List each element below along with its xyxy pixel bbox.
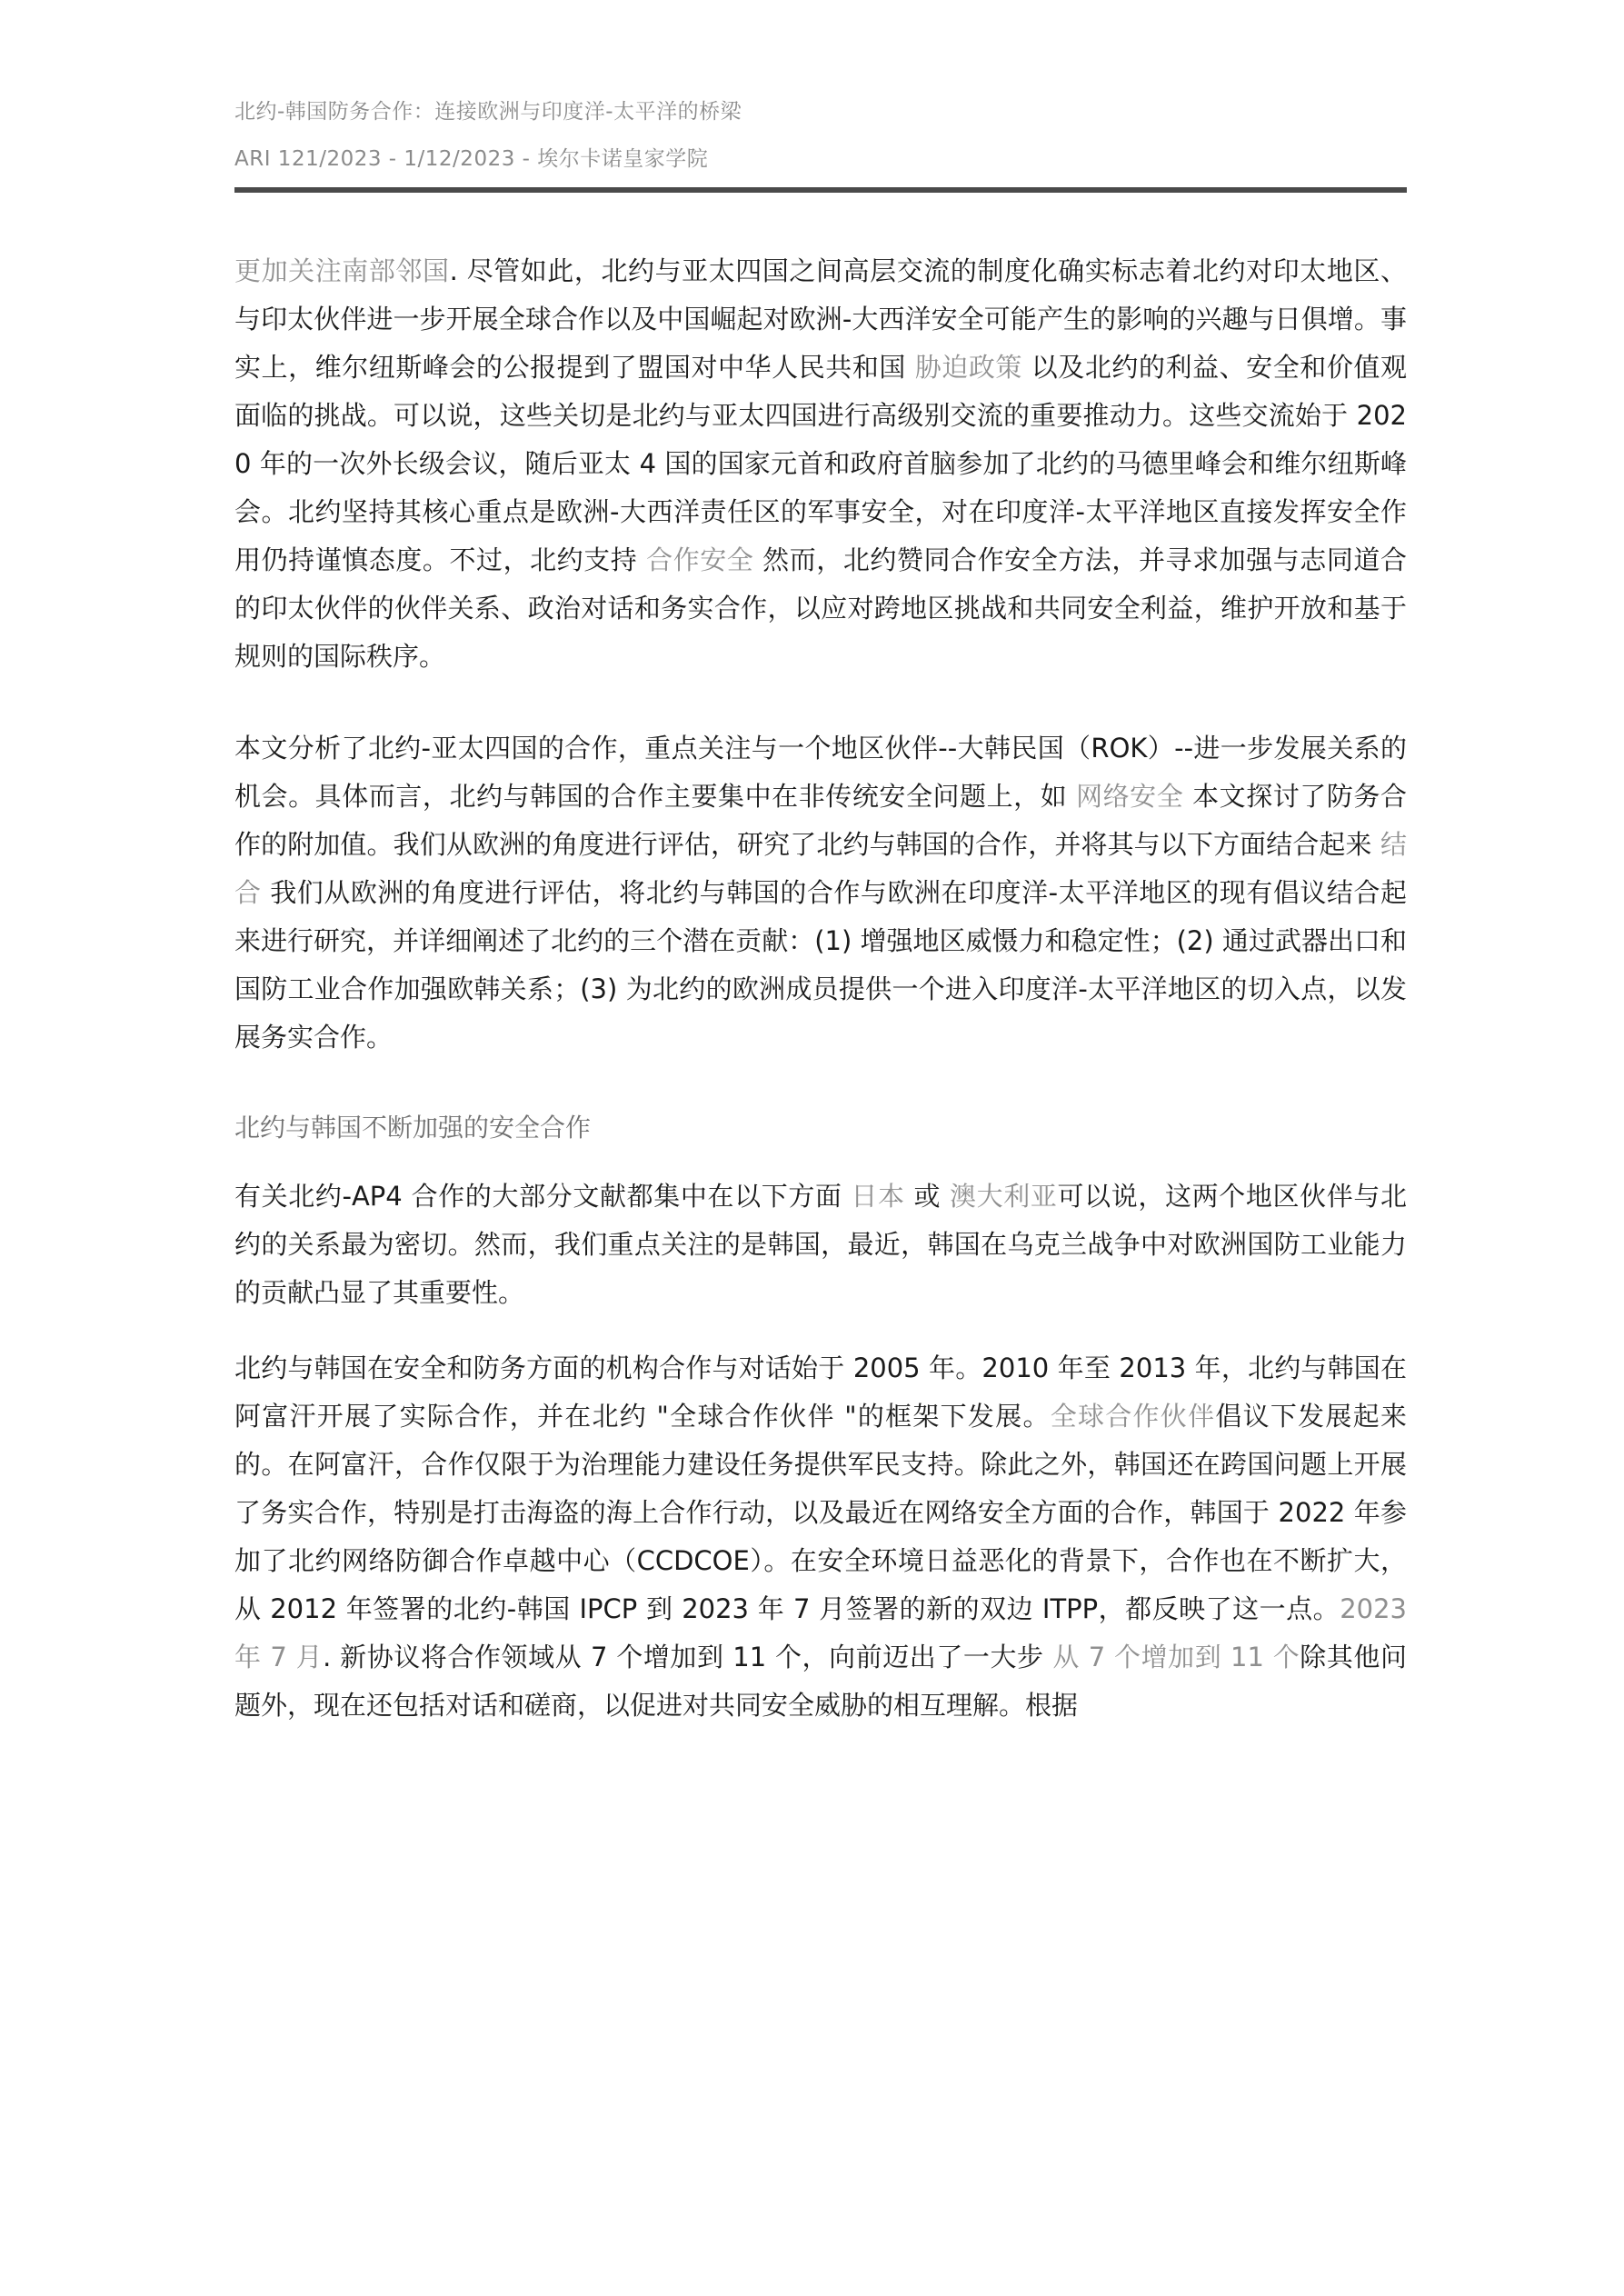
paragraph-text: 以及北约的利益、安全和价值观面临的挑战。可以说，这些关切是北约与亚太四国进行高级别交流的重要推动力。这些交流始于 2020 年的一次外长级会议，随后亚太 4 国的国家元首和政府首脑参加了北约的马德里峰会和维尔纽斯峰会。北约坚持其核心重点是欧洲-大西洋责任区的军事安全，对在印度洋-太平洋地区直接发挥安全作用仍持谨慎态度。不过，北约支持 bbox=[234, 352, 1407, 575]
inline-link[interactable]: 从 7 个增加到 11 个 bbox=[1052, 1642, 1300, 1672]
paragraph-text: 然而，北约赞同合作安全方法，并寻求加强与志同道合的印太伙伴的伙伴关系、政治对话和务实合作，以应对跨地区挑战和共同安全利益，维护开放和基于规则的国际秩序。 bbox=[234, 544, 1407, 672]
paragraph-text: . 新协议将合作领域从 7 个增加到 11 个，向前迈出了一大步 bbox=[323, 1642, 1053, 1672]
header-meta: ARI 121/2023 - 1/12/2023 - 埃尔卡诺皇家学院 bbox=[234, 147, 709, 171]
paragraph-text: 我们从欧洲的角度进行评估，将北约与韩国的合作与欧洲在印度洋-太平洋地区的现有倡议结合起来进行研究，并详细阐述了北约的三个潜在贡献：(1) 增强地区威慑力和稳定性；(2) 通过武器出口和国防工业合作加强欧韩关系；(3) 为北约的欧洲成员提供一个进入印度洋-太平洋地区的切入点，以发展务实合作。 bbox=[234, 877, 1407, 1053]
running-header bbox=[234, 95, 1407, 176]
paragraph-text: 或 bbox=[904, 1181, 950, 1212]
paragraph-text: 北约与韩国在安全和防务方面的机构合作与对话始于 2005 年。2010 年至 2013 年，北约与韩国在阿富汗开展了实际合作，并在北约 "全球合作伙伴 "的框架下发展。 bbox=[234, 1353, 1407, 1432]
inline-link[interactable]: 更加关注南部邻国 bbox=[234, 255, 450, 286]
paragraph-text: . 尽管如此，北约与亚太四国之间高层交流的制度化确实标志着北约对印太地区、与印太伙伴进一步开展全球合作以及中国崛起对欧洲-大西洋安全可能产生的影响的兴趣与日俱增。事实上，维尔纽斯峰会的公报提到了盟国对中华人民共和国 bbox=[234, 255, 1407, 383]
paragraph-text: 倡议下发展起来的。在阿富汗，合作仅限于为治理能力建设任务提供军民支持。除此之外，韩国还在跨国问题上开展了务实合作，特别是打击海盗的海上合作行动，以及最近在网络安全方面的合作，韩国于 2022 年参加了北约网络防御合作卓越中心（CCDCOE）。在安全环境日益恶化的背景下，合作也在不断扩大，从 2012 年签署的北约-韩国 IPCP 到 2023 年 7 月签署的新的双边 ITPP，都反映了这一点。 bbox=[234, 1401, 1407, 1624]
paragraph-text: 可以说，这两个地区伙伴与北约的关系最为密切。然而，我们重点关注的是韩国，最近，韩国在乌克兰战争中对欧洲国防工业能力的贡献凸显了其重要性。 bbox=[234, 1181, 1407, 1308]
section-heading: 北约与韩国不断加强的安全合作 bbox=[234, 1113, 592, 1143]
paragraph-3 bbox=[234, 1173, 1407, 1317]
paragraph-1 bbox=[234, 247, 1407, 681]
paragraph-4 bbox=[234, 1344, 1407, 1730]
paragraph-text: 本文探讨了防务合作的附加值。我们从欧洲的角度进行评估，研究了北约与韩国的合作，并将其与以下方面结合起来 bbox=[234, 781, 1407, 860]
inline-link[interactable]: 网络安全 bbox=[1076, 781, 1184, 812]
paragraph-text: 本文分析了北约-亚太四国的合作，重点关注与一个地区伙伴--大韩民国（ROK）--进一步发展关系的机会。具体而言，北约与韩国的合作主要集中在非传统安全问题上，如 bbox=[234, 733, 1407, 812]
header-divider bbox=[234, 187, 1407, 193]
header-title: 北约-韩国防务合作：连接欧洲与印度洋-太平洋的桥梁 bbox=[234, 100, 742, 124]
inline-link[interactable]: 胁迫政策 bbox=[914, 352, 1022, 383]
inline-link[interactable]: 全球合作伙伴 bbox=[1050, 1401, 1216, 1432]
paragraph-2 bbox=[234, 724, 1407, 1062]
inline-link[interactable]: 结合 bbox=[234, 829, 1407, 908]
article-body bbox=[234, 247, 1407, 1773]
inline-link[interactable]: 日本 bbox=[851, 1181, 905, 1212]
paragraph-text: 有关北约-AP4 合作的大部分文献都集中在以下方面 bbox=[234, 1181, 852, 1212]
inline-link[interactable]: 2023 年 7 月 bbox=[234, 1593, 1407, 1672]
inline-link[interactable]: 合作安全 bbox=[646, 544, 754, 575]
inline-link[interactable]: 澳大利亚 bbox=[949, 1181, 1058, 1212]
paragraph-text: 除其他问题外，现在还包括对话和磋商，以促进对共同安全威胁的相互理解。根据 bbox=[234, 1642, 1407, 1721]
